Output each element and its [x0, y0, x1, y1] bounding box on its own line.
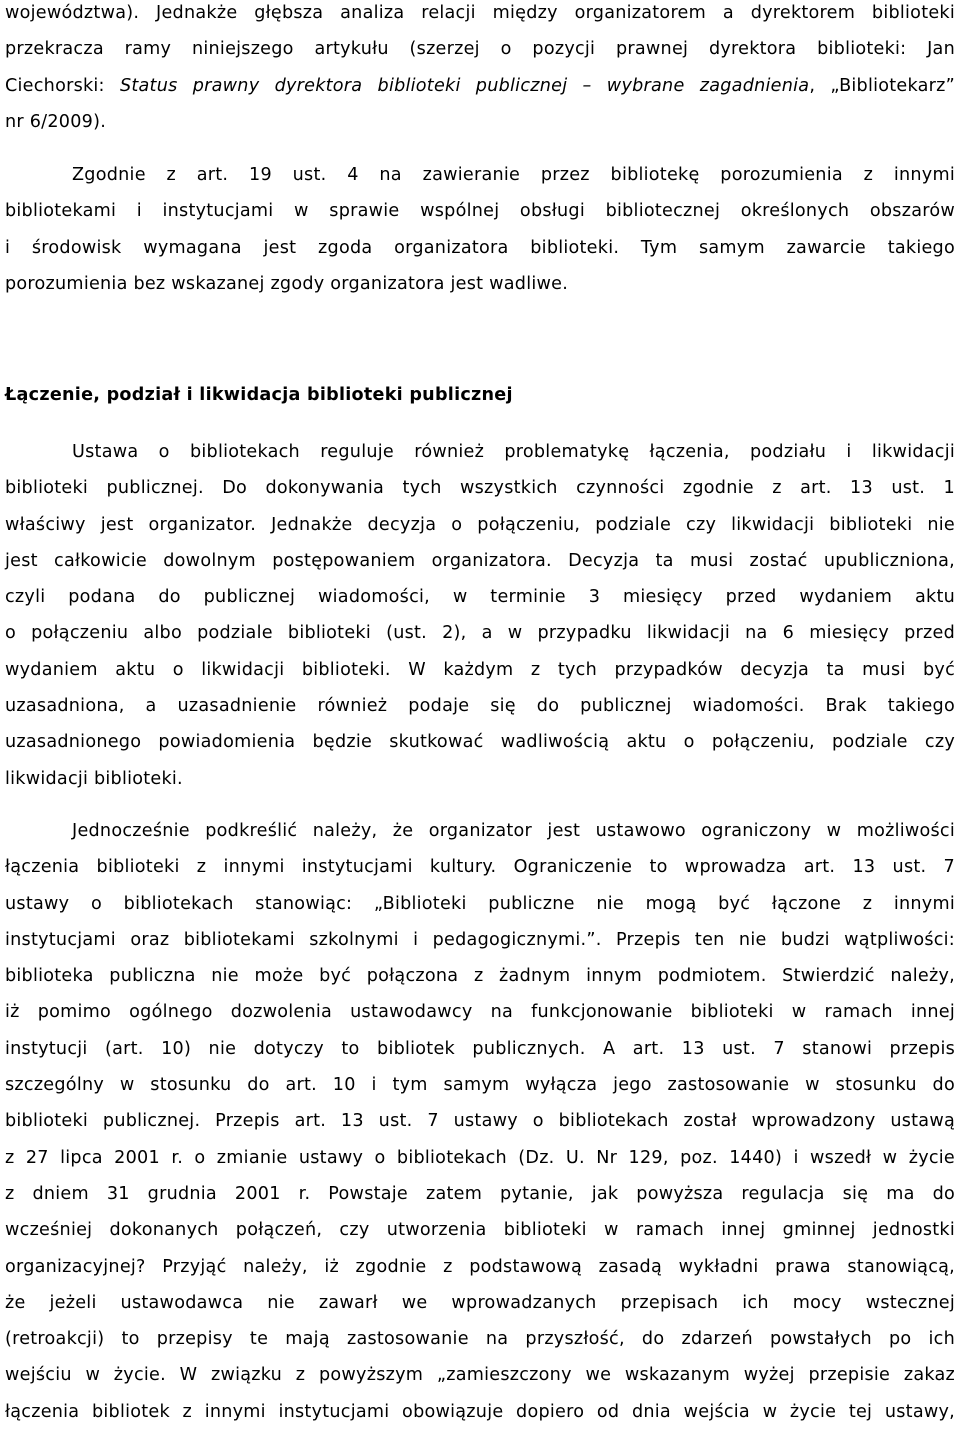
text-line	[5, 68, 955, 104]
text-line: likwidacji biblioteki.	[5, 768, 183, 789]
text-line: o połączeniu albo podziale biblioteki (ust. 2), a w przypadku likwidacji na 6 miesięcy przed	[5, 623, 955, 644]
paragraph-3	[5, 434, 955, 797]
text-segment: , „Bibliotekarz”	[809, 75, 955, 96]
text-line: Zgodnie z art. 19 ust. 4 na zawieranie przez bibliotekę porozumienia z innymi	[72, 165, 955, 185]
text-line: uzasadnionego powiadomienia będzie skutkować wadliwością aktu o połączeniu, podziale czy	[5, 732, 955, 753]
text-line: z dniem 31 grudnia 2001 r. Powstaje zatem pytanie, jak powyższa regulacja się ma do	[5, 1183, 955, 1204]
text-line: szczególny w stosunku do art. 10 i tym samym wyłącza jego zastosowanie w stosunku do	[5, 1075, 955, 1096]
text-line: uzasadniona, a uzasadnienie również podaje się do publicznej wiadomości. Brak takiego	[5, 696, 955, 717]
text-line: bibliotekami i instytucjami w sprawie wspólnej obsługi bibliotecznej określonych obszarów	[5, 201, 955, 222]
text-line: jest całkowicie dowolnym postępowaniem organizatora. Decyzja ta musi zostać upubliczniona,	[5, 550, 955, 571]
section-heading: Łączenie, podział i likwidacja biblioteki publicznej	[5, 385, 513, 405]
paragraph-2	[5, 157, 955, 302]
text-line: Ustawa o bibliotekach reguluje również problematykę łączenia, podziału i likwidacji	[72, 442, 955, 462]
text-line: ustawy o bibliotekach stanowiąc: „Biblioteki publiczne nie mogą być łączone z innymi	[5, 893, 955, 914]
text-line: organizacyjnej? Przyjąć należy, iż zgodnie z podstawową zasadą wykładni prawa stanowiącą,	[5, 1256, 955, 1277]
text-line: że jeżeli ustawodawca nie zawarł we wprowadzanych przepisach ich mocy wstecznej	[5, 1292, 955, 1313]
text-line: biblioteka publiczna nie może być połączona z żadnym innym podmiotem. Stwierdzić należy,	[5, 966, 955, 987]
text-line: wejściu w życie. W związku z powyższym „zamieszczony we wskazanym wyżej przepisie zakaz	[5, 1365, 955, 1386]
text-line: iż pomimo ogólnego dozwolenia ustawodawcy na funkcjonowanie biblioteki w ramach innej	[5, 1002, 955, 1023]
text-line: łączenia bibliotek z innymi instytucjami obowiązuje dopiero od dnia wejścia w życie tej ustawy,	[5, 1401, 955, 1422]
text-line: Jednocześnie podkreślić należy, że organizator jest ustawowo ograniczony w możliwości	[72, 821, 955, 841]
text-line: i środowisk wymagana jest zgoda organizatora biblioteki. Tym samym zawarcie takiego	[5, 237, 955, 258]
text-line: przekracza ramy niniejszego artykułu (szerzej o pozycji prawnej dyrektora biblioteki: Jan	[5, 39, 955, 60]
text-line: czyli podana do publicznej wiadomości, w terminie 3 miesięcy przed wydaniem aktu	[5, 587, 955, 608]
text-line: województwa). Jednakże głębsza analiza relacji między organizatorem a dyrektorem biblioteki	[5, 3, 955, 23]
text-line: właściwy jest organizator. Jednakże decyzja o połączeniu, podziale czy likwidacji biblioteki nie	[5, 514, 955, 535]
italic-title: Status prawny dyrektora biblioteki publicznej – wybrane zagadnienia	[119, 75, 810, 96]
text-segment: Ciechorski:	[5, 75, 120, 96]
text-line: z 27 lipca 2001 r. o zmianie ustawy o bibliotekach (Dz. U. Nr 129, poz. 1440) i wszedł w życie	[5, 1147, 955, 1168]
paragraph-1	[5, 0, 955, 140]
paragraph-4	[5, 813, 955, 1430]
text-line: (retroakcji) to przepisy te mają zastosowanie na przyszłość, do zdarzeń powstałych po ich	[5, 1329, 955, 1350]
text-line: nr 6/2009).	[5, 111, 107, 132]
text-line: wydaniem aktu o likwidacji biblioteki. W każdym z tych przypadków decyzja ta musi być	[5, 659, 955, 680]
text-line: wcześniej dokonanych połączeń, czy utworzenia biblioteki w ramach innej gminnej jednostki	[5, 1220, 955, 1241]
text-line: biblioteki publicznej. Przepis art. 13 ust. 7 ustawy o bibliotekach został wprowadzony ustawą	[5, 1111, 955, 1132]
text-line: biblioteki publicznej. Do dokonywania tych wszystkich czynności zgodnie z art. 13 ust. 1	[5, 478, 955, 499]
text-line: instytucji (art. 10) nie dotyczy to bibliotek publicznych. A art. 13 ust. 7 stanowi przepis	[5, 1038, 955, 1059]
text-line: instytucjami oraz bibliotekami szkolnymi i pedagogicznymi.”. Przepis ten nie budzi wątpliwości:	[5, 929, 955, 950]
text-line: łączenia biblioteki z innymi instytucjami kultury. Ograniczenie to wprowadza art. 13 ust. 7	[5, 857, 955, 878]
text-line: porozumienia bez wskazanej zgody organizatora jest wadliwe.	[5, 273, 569, 294]
